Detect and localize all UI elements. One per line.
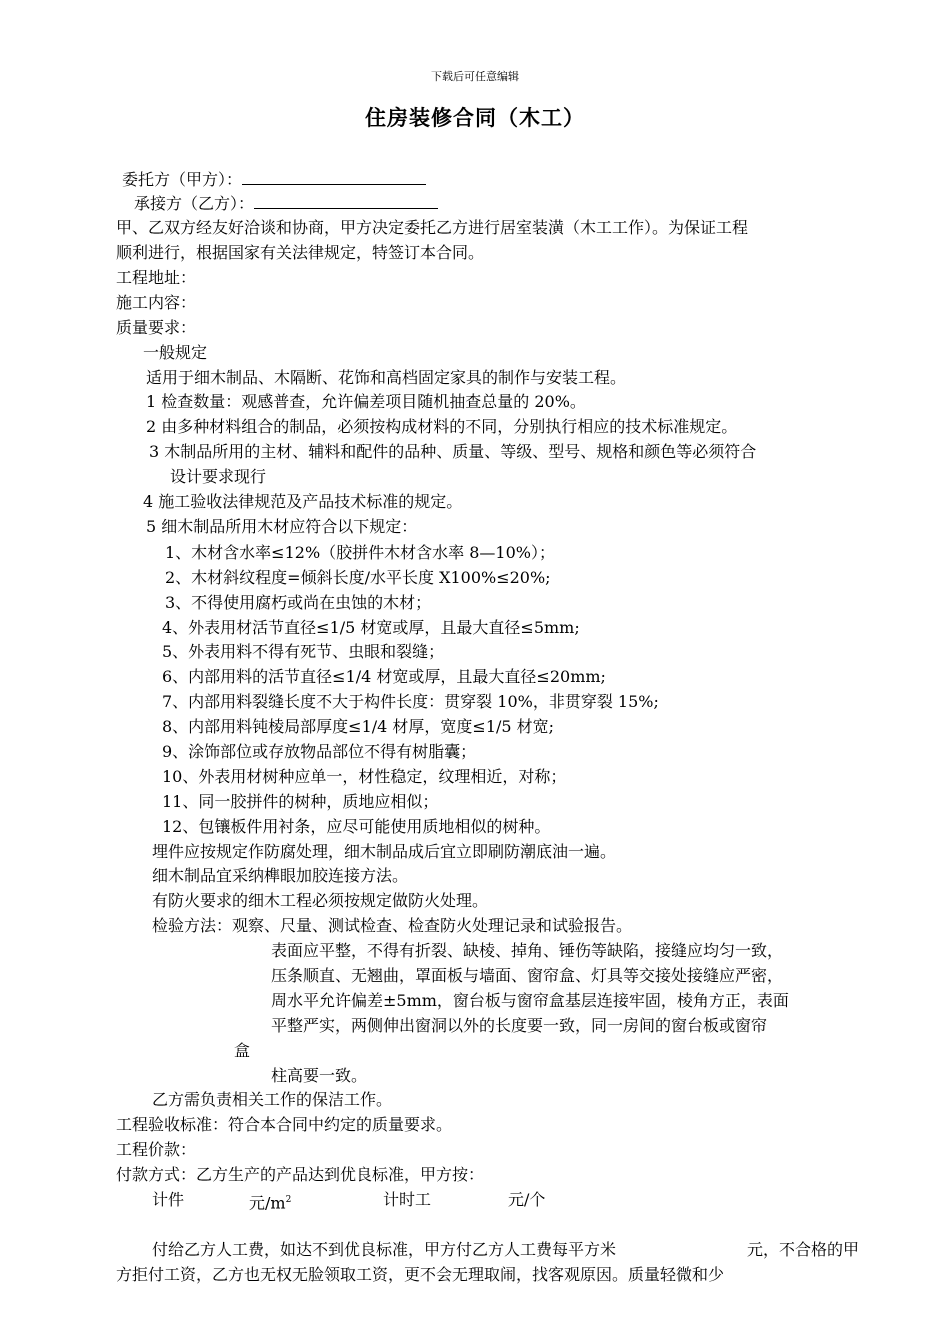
rate-hourly: 计时工 <box>383 1190 432 1209</box>
wood-rule: 12、包镶板件用衬条，应尽可能使用质地相似的树种。 <box>162 817 551 836</box>
closing-line-1: 付给乙方人工费，如达不到优良标准，甲方付乙方人工费每平方米 <box>152 1240 617 1259</box>
contractor-label: 承接方（乙方）： <box>134 194 255 213</box>
cleaning-note: 乙方需负责相关工作的保洁工作。 <box>152 1090 393 1109</box>
download-note: 下载后可任意编辑 <box>431 70 519 83</box>
intro-line-2: 顺利进行，根据国家有关法律规定，特签订本合同。 <box>116 243 485 262</box>
general-item-5: 5 细木制品所用木材应符合以下规定： <box>146 517 418 536</box>
contractor-line <box>134 194 438 214</box>
wood-rule: 10、外表用材树种应单一，材性稳定，纹理相近，对称； <box>162 767 567 786</box>
joints-note: 细木制品宜采纳榫眼加胶连接方法。 <box>152 866 409 885</box>
surface-line: 压条顺直、无翘曲，罩面板与墙面、窗帘盒、灯具等交接处接缝应严密， <box>271 966 784 985</box>
surface-box: 盒 <box>234 1041 251 1060</box>
contractor-blank[interactable] <box>254 194 438 209</box>
general-item-1: 1 检查数量：观感普查，允许偏差项目随机抽查总量的 20%。 <box>146 392 586 411</box>
wood-rule: 3、不得使用腐朽或尚在虫蚀的木材； <box>165 593 432 612</box>
general-item-3-cont: 设计要求现行 <box>170 467 267 486</box>
wood-rule: 9、涂饰部位或存放物品部位不得有树脂囊； <box>162 742 477 761</box>
wood-rule: 4、外表用材活节直径≤1/5 材宽或厚，且最大直径≤5mm; <box>162 618 580 637</box>
surface-end: 柱高要一致。 <box>271 1066 368 1085</box>
client-blank[interactable] <box>242 170 426 185</box>
general-item-3: 3 木制品所用的主材、辅料和配件的品种、质量、等级、型号、规格和颜色等必须符合 <box>149 442 757 461</box>
closing-line-1-tail: 元，不合格的甲 <box>747 1240 860 1259</box>
project-price: 工程价款： <box>116 1140 197 1159</box>
general-item-4: 4 施工验收法律规范及产品技术标准的规定。 <box>143 492 463 511</box>
document-title: 住房装修合同（木工） <box>365 106 585 130</box>
surface-line: 周水平允许偏差±5mm，窗台板与窗帘盒基层连接牢固，棱角方正，表面 <box>271 991 789 1010</box>
wood-rule: 8、内部用料钝棱局部厚度≤1/4 材厚，宽度≤1/5 材宽; <box>162 717 555 736</box>
quality-requirements: 质量要求： <box>116 318 197 337</box>
rate-per-sqm-exponent: 2 <box>285 1195 292 1205</box>
general-item-2: 2 由多种材料组合的制品，必须按构成材料的不同，分别执行相应的技术标准规定。 <box>146 417 738 436</box>
wood-rule: 1、木材含水率≤12%（胶拼件木材含水率 8—10%）； <box>165 543 555 562</box>
fireproof-note: 有防火要求的细木工程必须按规定做防火处理。 <box>152 891 489 910</box>
rate-piece: 计件 <box>152 1190 185 1209</box>
surface-line: 平整严实，两侧伸出窗洞以外的长度要一致，同一房间的窗台板或窗帘 <box>271 1016 768 1035</box>
wood-rule: 5、外表用料不得有死节、虫眼和裂缝； <box>162 642 445 661</box>
wood-rule: 6、内部用料的活节直径≤1/4 材宽或厚，且最大直径≤20mm; <box>162 667 606 686</box>
project-address: 工程地址： <box>116 268 197 287</box>
rate-per-sqm-unit: 元/m <box>249 1193 286 1213</box>
general-scope: 适用于细木制品、木隔断、花饰和高档固定家具的制作与安装工程。 <box>146 368 627 387</box>
anticorrosion-note: 埋件应按规定作防腐处理，细木制品成后宜立即刷防潮底油一遍。 <box>152 842 617 861</box>
acceptance-standard: 工程验收标准：符合本合同中约定的质量要求。 <box>116 1115 453 1134</box>
payment-method: 付款方式：乙方生产的产品达到优良标准，甲方按： <box>116 1165 485 1184</box>
wood-rule: 7、内部用料裂缝长度不大于构件长度：贯穿裂 10%，非贯穿裂 15%; <box>162 692 659 711</box>
client-line <box>122 170 426 190</box>
wood-rule: 11、同一胶拼件的树种，质地应相似； <box>162 792 439 811</box>
rate-per-unit: 元/个 <box>508 1190 546 1209</box>
surface-line: 表面应平整，不得有折裂、缺棱、掉角、锤伤等缺陷，接缝应均匀一致， <box>271 941 784 960</box>
general-heading: 一般规定 <box>143 343 208 362</box>
intro-line-1: 甲、乙双方经友好洽谈和协商，甲方决定委托乙方进行居室装潢（木工工作）。为保证工程 <box>116 218 749 237</box>
inspection-methods: 检验方法：观察、尺量、测试检查、检查防火处理记录和试验报告。 <box>152 916 633 935</box>
wood-rule: 2、木材斜纹程度=倾斜长度/水平长度 X100%≤20%; <box>165 568 551 587</box>
work-content: 施工内容： <box>116 293 197 312</box>
closing-line-2: 方拒付工资，乙方也无权无脸领取工资，更不会无理取闹，找客观原因。质量轻微和少 <box>116 1265 725 1284</box>
rate-per-sqm <box>249 1190 291 1213</box>
client-label: 委托方（甲方）： <box>122 170 243 189</box>
